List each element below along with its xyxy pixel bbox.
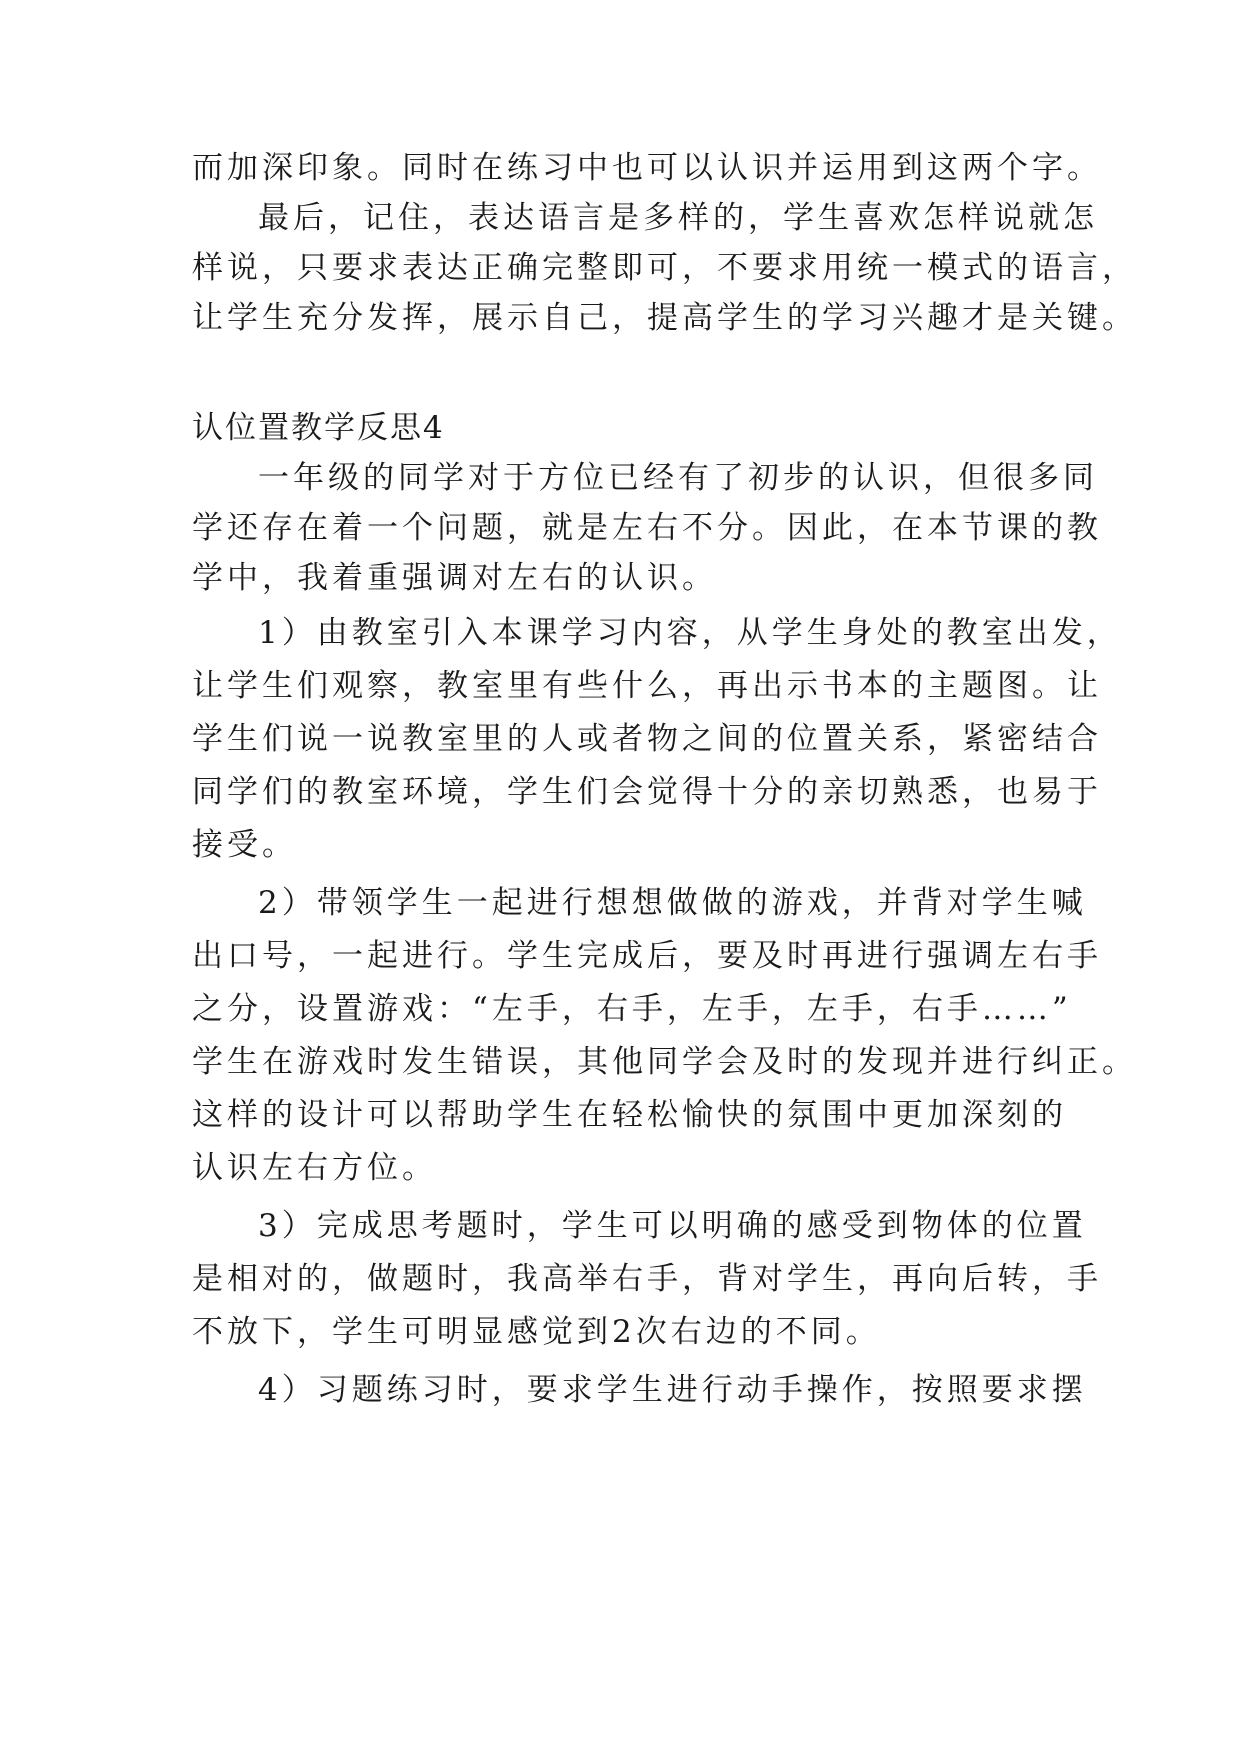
text-line: 不放下，学生可明显感觉到2次右边的不同。 [192, 1314, 881, 1350]
text-line: 学中，我着重强调对左右的认识。 [192, 560, 717, 596]
text-line: 是相对的，做题时，我高举右手，背对学生，再向后转，手 [192, 1261, 1102, 1297]
text-line: 学生在游戏时发生错误，其他同学会及时的发现并进行纠正。 [192, 1044, 1137, 1080]
paragraph-first-line: 最后，记住，表达语言是多样的，学生喜欢怎样说就怎 [258, 200, 1098, 236]
paragraph-first-line: 1）由教室引入本课学习内容，从学生身处的教室出发， [258, 615, 1122, 651]
paragraph-first-line: 2）带领学生一起进行想想做做的游戏，并背对学生喊 [258, 885, 1087, 921]
text-line: 让学生充分发挥，展示自己，提高学生的学习兴趣才是关键。 [192, 300, 1137, 336]
text-line: 而加深印象。同时在练习中也可以认识并运用到这两个字。 [192, 150, 1102, 186]
text-line: 学还存在着一个问题，就是左右不分。因此，在本节课的教 [192, 510, 1102, 546]
text-line: 出口号，一起进行。学生完成后，要及时再进行强调左右手 [192, 938, 1102, 974]
text-line: 接受。 [192, 827, 297, 863]
text-line: 学生们说一说教室里的人或者物之间的位置关系，紧密结合 [192, 721, 1102, 757]
text-line: 认识左右方位。 [192, 1150, 437, 1186]
paragraph-first-line: 一年级的同学对于方位已经有了初步的认识，但很多同 [258, 460, 1098, 496]
section-heading: 认位置教学反思4 [192, 410, 445, 446]
text-line: 让学生们观察，教室里有些什么，再出示书本的主题图。让 [192, 668, 1102, 704]
text-line: 这样的设计可以帮助学生在轻松愉快的氛围中更加深刻的 [192, 1097, 1067, 1133]
paragraph-first-line: 4）习题练习时，要求学生进行动手操作，按照要求摆 [258, 1372, 1087, 1408]
text-line: 之分，设置游戏：“左手，右手，左手，左手，右手……” [192, 991, 1072, 1027]
paragraph-first-line: 3）完成思考题时，学生可以明确的感受到物体的位置 [258, 1208, 1087, 1244]
text-line: 样说，只要求表达正确完整即可，不要求用统一模式的语言， [192, 250, 1137, 286]
text-line: 同学们的教室环境，学生们会觉得十分的亲切熟悉，也易于 [192, 774, 1102, 810]
